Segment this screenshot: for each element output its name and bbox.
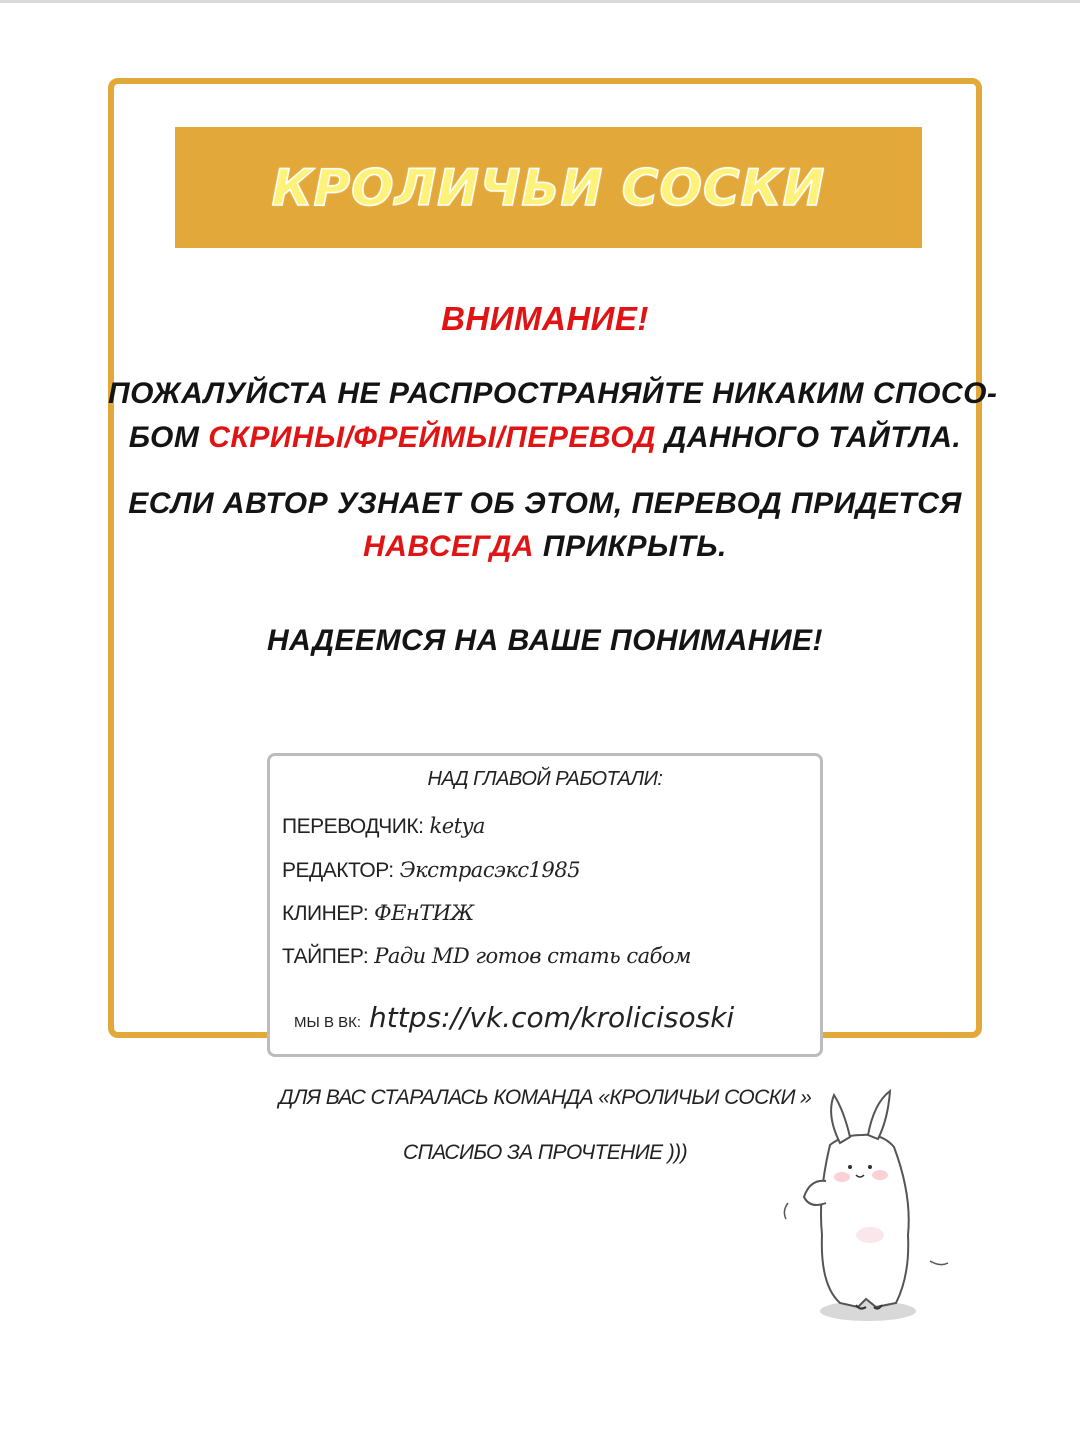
warning-line-4-highlight: НАВСЕГДА: [363, 530, 535, 563]
warning-line-2-start: БОМ: [128, 421, 209, 454]
warning-line-2: [108, 421, 982, 455]
warning-line-4: [108, 530, 982, 564]
translator-label: ПЕРЕВОДЧИК:: [282, 815, 424, 838]
credit-cleaner: [282, 901, 474, 926]
credits-title: НАД ГЛАВОЙ РАБОТАЛИ:: [427, 768, 663, 790]
translator-name: ketya: [429, 814, 485, 838]
warning-line-2-highlight: СКРИНЫ/ФРЕЙМЫ/ПЕРЕВОД: [208, 421, 656, 454]
editor-name: Экстрасэкс1985: [399, 858, 581, 882]
thanks-line: СПАСИБО ЗА ПРОЧТЕНИЕ ))): [403, 1141, 687, 1164]
cleaner-name: ФЕнТИЖ: [374, 901, 474, 925]
cleaner-label: КЛИНЕР:: [282, 902, 369, 925]
typer-name: Ради MD готов стать сабом: [374, 944, 691, 968]
warning-line-3: ЕСЛИ АВТОР УЗНАЕТ ОБ ЭТОМ, ПЕРЕВОД ПРИДЕТСЯ: [128, 487, 962, 520]
vk-label: МЫ В ВК:: [294, 1014, 362, 1031]
credit-translator: [282, 814, 485, 839]
credit-typer: [282, 944, 691, 969]
warning-line-2-end: ДАННОГО ТАЙТЛА.: [655, 421, 962, 454]
editor-label: РЕДАКТОР:: [282, 859, 394, 882]
warning-line-4-end: ПРИКРЫТЬ.: [534, 530, 727, 563]
top-divider: [0, 0, 1080, 3]
bunny-icon: [770, 1085, 970, 1330]
banner-title: КРОЛИЧЬИ СОСКИ: [271, 158, 826, 217]
credits-box: [267, 753, 823, 1057]
vk-row: [294, 1001, 734, 1034]
warning-title: ВНИМАНИЕ!: [441, 300, 649, 337]
team-credit-line: ДЛЯ ВАС СТАРАЛАСЬ КОМАНДА «КРОЛИЧЬИ СОСКИ »: [278, 1086, 812, 1109]
typer-label: ТАЙПЕР:: [282, 945, 369, 968]
vk-link[interactable]: https://vk.com/krolicisoski: [369, 1001, 735, 1034]
warning-line-1: ПОЖАЛУЙСТА НЕ РАСПРОСТРАНЯЙТЕ НИКАКИМ СПОСО-: [108, 377, 998, 410]
understanding-line: НАДЕЕМСЯ НА ВАШЕ ПОНИМАНИЕ!: [266, 624, 824, 657]
credit-editor: [282, 858, 580, 883]
title-banner: [175, 127, 922, 248]
